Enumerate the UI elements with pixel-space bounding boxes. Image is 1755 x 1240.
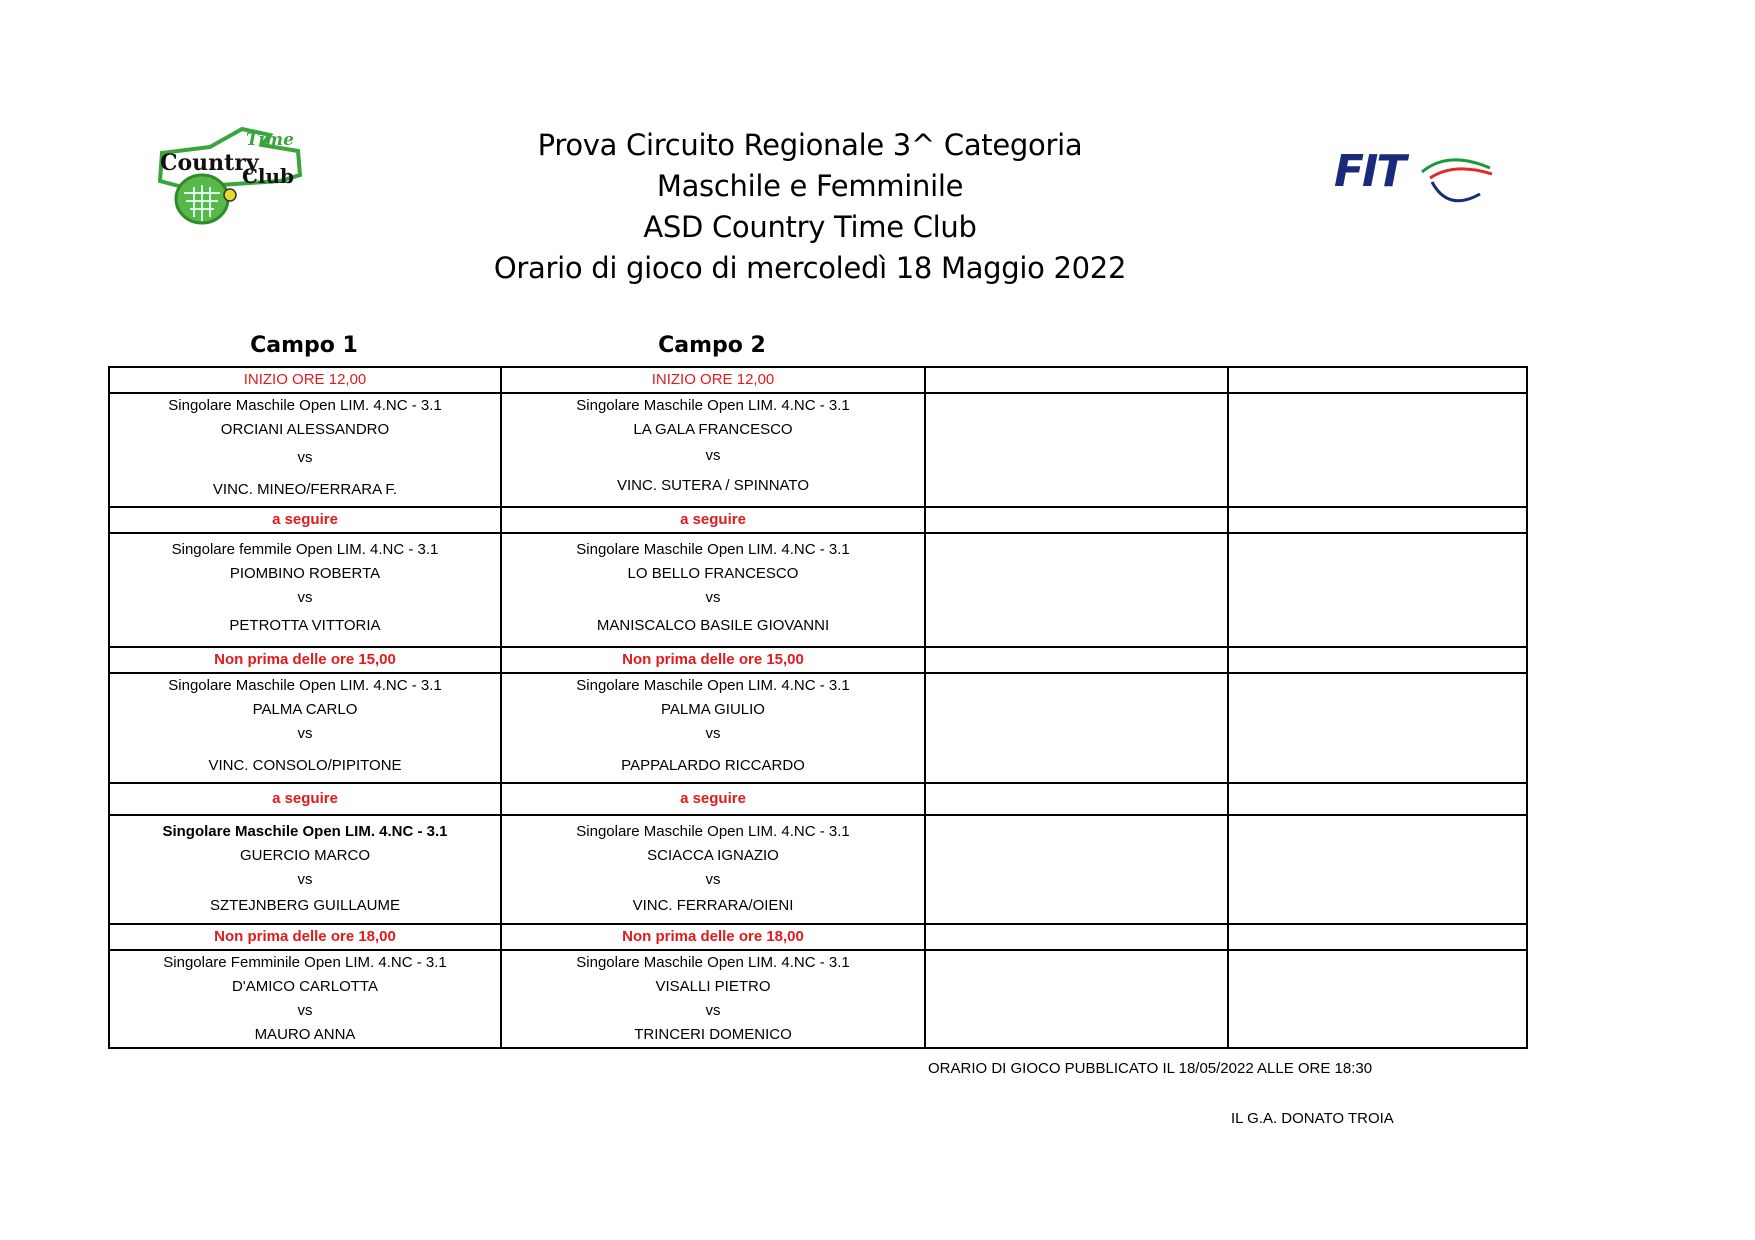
svg-text:Country: Country	[160, 150, 259, 176]
empty-cell	[1228, 533, 1527, 647]
empty-cell	[1228, 647, 1527, 673]
title-line-1: Prova Circuito Regionale 3^ Categoria	[537, 128, 1083, 162]
time-slot-row	[109, 367, 1527, 393]
empty-cell	[925, 815, 1228, 924]
empty-cell	[1228, 393, 1527, 507]
empty-cell	[925, 367, 1228, 393]
empty-cell	[1228, 924, 1527, 950]
empty-cell	[925, 533, 1228, 647]
title-line-3: ASD Country Time Club	[643, 210, 977, 244]
slot-time: INIZIO ORE 12,00	[109, 367, 501, 393]
player-2: VINC. CONSOLO/PIPITONE	[208, 757, 402, 774]
versus: vs	[705, 871, 721, 888]
match-row	[109, 950, 1527, 1048]
match-event: Singolare Maschile Open LIM. 4.NC - 3.1	[576, 823, 850, 840]
slot-time: a seguire	[109, 783, 501, 815]
empty-cell	[1228, 950, 1527, 1048]
match-event: Singolare Maschile Open LIM. 4.NC - 3.1	[576, 677, 850, 694]
player-2: VINC. SUTERA / SPINNATO	[617, 477, 809, 494]
player-2: MAURO ANNA	[254, 1026, 356, 1043]
match-event: Singolare Maschile Open LIM. 4.NC - 3.1	[576, 954, 850, 971]
match-cell	[109, 393, 501, 507]
match-cell	[501, 815, 925, 924]
player-2: MANISCALCO BASILE GIOVANNI	[596, 617, 830, 634]
versus: vs	[297, 871, 313, 888]
player-1: PIOMBINO ROBERTA	[229, 565, 381, 582]
player-2: VINC. MINEO/FERRARA F.	[212, 481, 398, 498]
empty-cell	[1228, 367, 1527, 393]
versus: vs	[297, 725, 313, 742]
match-event: Singolare femmile Open LIM. 4.NC - 3.1	[171, 541, 439, 558]
time-slot-row	[109, 783, 1527, 815]
svg-text:FIT: FIT	[1334, 146, 1405, 197]
match-cell	[501, 393, 925, 507]
slot-time: Non prima delle ore 18,00	[501, 924, 925, 950]
empty-cell	[1228, 783, 1527, 815]
versus: vs	[297, 449, 313, 466]
match-cell	[109, 950, 501, 1048]
slot-time: Non prima delle ore 18,00	[109, 924, 501, 950]
campo-1-heading: Campo 1	[250, 333, 358, 358]
empty-cell	[925, 783, 1228, 815]
player-1: LA GALA FRANCESCO	[633, 421, 793, 438]
empty-cell	[925, 673, 1228, 783]
empty-cell	[925, 507, 1228, 533]
fit-logo	[1330, 142, 1500, 222]
match-cell	[501, 533, 925, 647]
country-time-club-logo	[150, 125, 310, 225]
match-event: Singolare Femminile Open LIM. 4.NC - 3.1	[163, 954, 447, 971]
document-title	[460, 125, 1160, 289]
empty-cell	[925, 393, 1228, 507]
player-1: LO BELLO FRANCESCO	[627, 565, 799, 582]
player-2: PETROTTA VITTORIA	[229, 617, 381, 634]
player-1: VISALLI PIETRO	[655, 978, 771, 995]
player-1: PALMA CARLO	[252, 701, 358, 718]
slot-time: a seguire	[109, 507, 501, 533]
match-event: Singolare Maschile Open LIM. 4.NC - 3.1	[576, 397, 850, 414]
versus: vs	[705, 589, 721, 606]
slot-time: Non prima delle ore 15,00	[109, 647, 501, 673]
match-cell	[109, 533, 501, 647]
match-cell	[109, 673, 501, 783]
match-row	[109, 815, 1527, 924]
match-row	[109, 673, 1527, 783]
match-row	[109, 533, 1527, 647]
player-2: VINC. FERRARA/OIENI	[632, 897, 794, 914]
versus: vs	[297, 589, 313, 606]
empty-cell	[1228, 507, 1527, 533]
match-event: Singolare Maschile Open LIM. 4.NC - 3.1	[576, 541, 850, 558]
slot-time: INIZIO ORE 12,00	[501, 367, 925, 393]
match-event: Singolare Maschile Open LIM. 4.NC - 3.1	[162, 823, 448, 840]
match-row	[109, 393, 1527, 507]
versus: vs	[705, 447, 721, 464]
player-1: ORCIANI ALESSANDRO	[220, 421, 390, 438]
schedule-table	[108, 366, 1528, 1049]
time-slot-row	[109, 924, 1527, 950]
empty-cell	[1228, 673, 1527, 783]
campo-2-heading: Campo 2	[658, 333, 766, 358]
signature: IL G.A. DONATO TROIA	[1231, 1110, 1394, 1127]
svg-text:Time: Time	[246, 130, 294, 150]
title-line-4: Orario di gioco di mercoledì 18 Maggio 2022	[493, 251, 1127, 285]
player-1: D'AMICO CARLOTTA	[232, 978, 378, 995]
player-2: PAPPALARDO RICCARDO	[621, 757, 805, 774]
slot-time: Non prima delle ore 15,00	[501, 647, 925, 673]
empty-cell	[925, 950, 1228, 1048]
player-1: SCIACCA IGNAZIO	[647, 847, 779, 864]
versus: vs	[705, 725, 721, 742]
empty-cell	[1228, 815, 1527, 924]
title-line-2: Maschile e Femminile	[656, 169, 964, 203]
player-2: TRINCERI DOMENICO	[634, 1026, 792, 1043]
versus: vs	[297, 1002, 313, 1019]
player-1: GUERCIO MARCO	[239, 847, 370, 864]
player-1: PALMA GIULIO	[661, 701, 765, 718]
svg-text:Club: Club	[242, 164, 295, 188]
empty-cell	[925, 647, 1228, 673]
time-slot-row	[109, 507, 1527, 533]
match-cell	[501, 673, 925, 783]
slot-time: a seguire	[501, 507, 925, 533]
match-event: Singolare Maschile Open LIM. 4.NC - 3.1	[168, 677, 442, 694]
empty-cell	[925, 924, 1228, 950]
match-cell	[501, 950, 925, 1048]
match-cell	[109, 815, 501, 924]
versus: vs	[705, 1002, 721, 1019]
match-event: Singolare Maschile Open LIM. 4.NC - 3.1	[168, 397, 442, 414]
slot-time: a seguire	[501, 783, 925, 815]
time-slot-row	[109, 647, 1527, 673]
publication-note: ORARIO DI GIOCO PUBBLICATO IL 18/05/2022 ALLE ORE 18:30	[928, 1060, 1373, 1077]
player-2: SZTEJNBERG GUILLAUME	[209, 897, 401, 914]
